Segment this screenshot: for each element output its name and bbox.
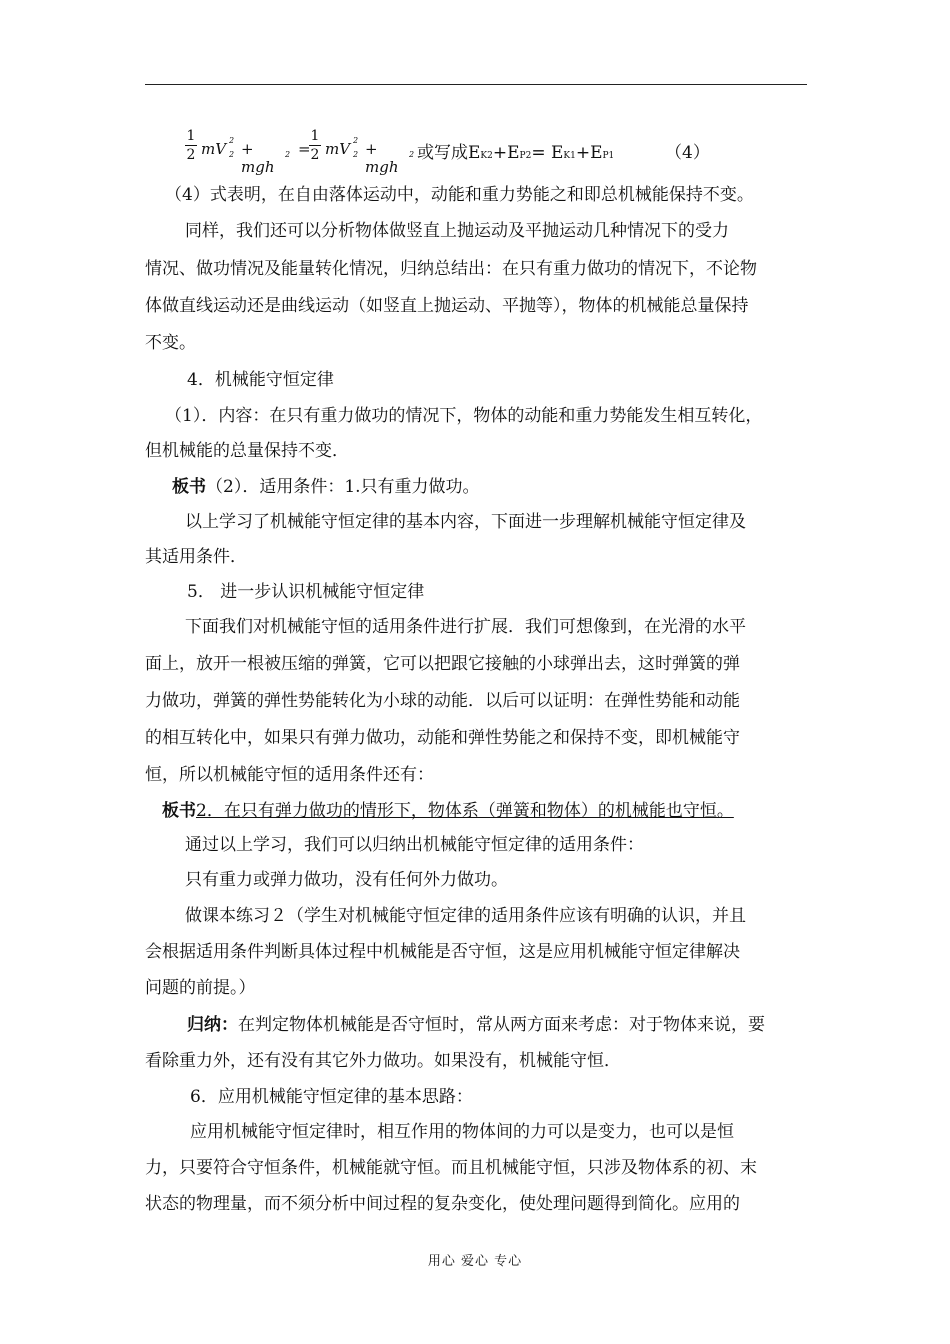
paragraph-line: 面上，放开一根被压缩的弹簧，它可以把跟它接触的小球弹出去，这时弹簧的弹 xyxy=(145,654,740,674)
paragraph-line: 但机械能的总量保持不变． xyxy=(145,441,349,461)
paragraph-line: 问题的前提。） xyxy=(145,978,256,998)
paragraph-line: 应用机械能守恒定律时，相互作用的物体间的力可以是变力，也可以是恒 xyxy=(190,1122,734,1142)
paragraph-line: 力，只要符合守恒条件，机械能就守恒。而且机械能守恒，只涉及物体系的初、末 xyxy=(145,1158,757,1178)
fraction-numerator: 1 xyxy=(310,128,320,144)
fraction-numerator: 1 xyxy=(186,128,196,144)
ep1: +E xyxy=(575,143,603,163)
ek1-sub: K1 xyxy=(563,151,576,161)
fraction-denominator: 2 xyxy=(186,147,196,163)
equation-alt-form xyxy=(417,138,614,163)
section-heading: 4．机械能守恒定律 xyxy=(187,370,334,390)
superscript: 2 xyxy=(353,136,359,145)
ep1-sub: P1 xyxy=(602,151,615,161)
board-note-1 xyxy=(172,476,842,498)
subscript: 2 xyxy=(229,150,235,159)
ek1: = E xyxy=(531,143,564,163)
superscript: 2 xyxy=(229,136,235,145)
paragraph-line: 看除重力外，还有没有其它外力做功。如果没有，机械能守恒． xyxy=(145,1051,621,1071)
board-note-2 xyxy=(162,800,832,822)
term-mgh: + mgh xyxy=(241,140,275,176)
summary-text: 在判定物体机械能是否守恒时，常从两方面来考虑：对于物体来说，要 xyxy=(238,1015,765,1035)
paragraph-line: 会根据适用条件判断具体过程中机械能是否守恒，这是应用机械能守恒定律解决 xyxy=(145,942,740,962)
term-mv: mV xyxy=(325,140,351,158)
fraction-half-2 xyxy=(309,128,321,163)
paragraph-line: （4）式表明，在自由落体运动中，动能和重力势能之和即总机械能保持不变。 xyxy=(165,185,754,205)
paragraph-line: 恒，所以机械能守恒的适用条件还有： xyxy=(145,765,434,785)
paragraph-line: 情况、做功情况及能量转化情况，归纳总结出：在只有重力做功的情况下，不论物 xyxy=(145,259,757,279)
term-mgh: + mgh xyxy=(365,140,399,176)
board-label: 板书 xyxy=(162,801,196,821)
paragraph-line: 通过以上学习，我们可以归纳出机械能守恒定律的适用条件： xyxy=(185,835,644,855)
fraction-denominator: 2 xyxy=(310,147,320,163)
header-rule xyxy=(145,84,807,85)
paragraph-line: 下面我们对机械能守恒的适用条件进行扩展．我们可想像到，在光滑的水平 xyxy=(185,617,746,637)
equation-number: （4） xyxy=(665,143,710,163)
paragraph-line: 以上学习了机械能守恒定律的基本内容，下面进一步理解机械能守恒定律及 xyxy=(185,512,746,532)
section-heading: 5． 进一步认识机械能守恒定律 xyxy=(187,582,425,602)
paragraph-line: 体做直线运动还是曲线运动（如竖直上抛运动、平抛等），物体的机械能总量保持 xyxy=(145,296,749,316)
alt-form-text: 或写成 xyxy=(417,143,468,163)
paragraph-line: （1）．内容：在只有重力做功的情况下，物体的动能和重力势能发生相互转化， xyxy=(165,406,763,426)
subscript: 2 xyxy=(409,150,415,159)
paragraph-line: 状态的物理量，而不须分析中间过程的复杂变化，使处理问题得到简化。应用的 xyxy=(145,1194,740,1214)
page-footer: 用心 爱心 专心 xyxy=(427,1254,523,1269)
ek2-sub: K2 xyxy=(480,151,493,161)
ep2: +E xyxy=(492,143,520,163)
paragraph-line: 不变。 xyxy=(145,333,196,353)
equals-sign: = xyxy=(298,140,311,158)
subscript: 2 xyxy=(285,150,291,159)
paragraph-line: 只有重力或弹力做功，没有任何外力做功。 xyxy=(185,870,508,890)
term-mv: mV xyxy=(201,140,227,158)
ep2-sub: P2 xyxy=(519,151,532,161)
paragraph-line: 同样，我们还可以分析物体做竖直上抛运动及平抛运动几种情况下的受力 xyxy=(185,221,729,241)
paragraph-line: 的相互转化中，如果只有弹力做功，动能和弹性势能之和保持不变，即机械能守 xyxy=(145,728,740,748)
section-heading: 6．应用机械能守恒定律的基本思路： xyxy=(190,1087,473,1107)
paragraph-line: 其适用条件． xyxy=(145,547,247,567)
ek2: E xyxy=(468,143,481,163)
board-label: 板书 xyxy=(172,477,206,497)
paragraph-line: 做课本练习２（学生对机械能守恒定律的适用条件应该有明确的认识，并且 xyxy=(185,906,746,926)
summary-label: 归纳： xyxy=(187,1015,238,1035)
board-note-text: 2．在只有弹力做功的情形下，物体系（弹簧和物体）的机械能也守恒。 xyxy=(196,801,734,821)
board-note-text: （2）．适用条件：1.只有重力做功。 xyxy=(206,477,480,497)
fraction-half xyxy=(185,128,197,163)
paragraph-line: 力做功，弹簧的弹性势能转化为小球的动能．以后可以证明：在弹性势能和动能 xyxy=(145,691,740,711)
subscript: 2 xyxy=(353,150,359,159)
summary-line xyxy=(187,1014,857,1036)
